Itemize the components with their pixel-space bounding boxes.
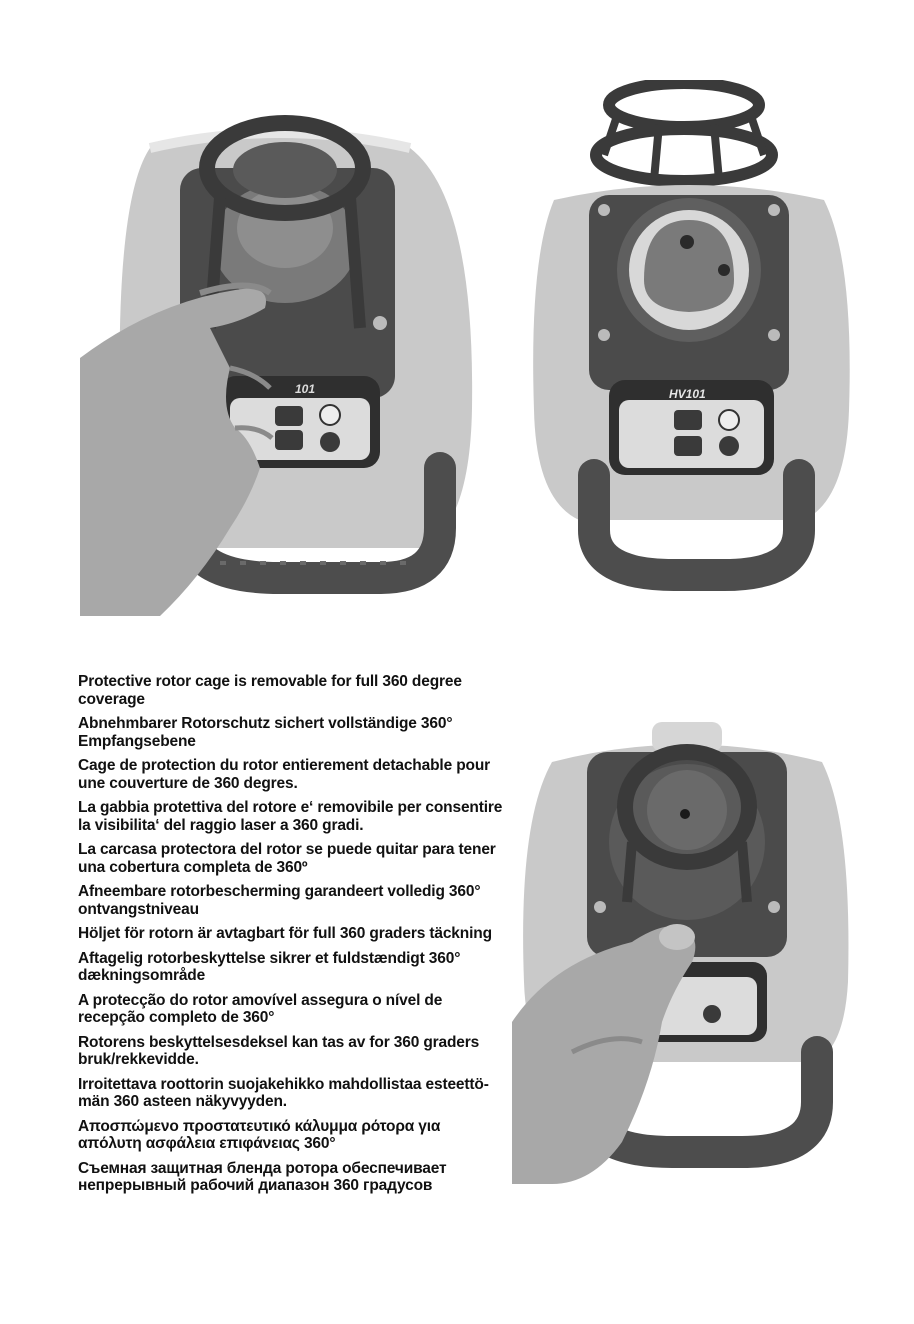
laser-level-illustration [512,722,852,1184]
photo-cage-detached [524,80,854,600]
caption-el: Αποσπώμενο προστατευτικό κάλυμμα ρότορα για απόλυτη ασφάλεια επιφάνειας 360° [78,1117,441,1152]
model-label: HV101 [669,387,706,401]
model-label: 101 [295,382,316,396]
photo-cage-attached [512,722,852,1184]
photo-hand-removing-cage [80,108,490,616]
laser-level-illustration [524,80,854,600]
caption-pt: A protecção do rotor amovível assegura o nível de recepção completo de 360° [78,991,443,1026]
laser-level-illustration [80,108,490,616]
caption-fr: Cage de protection du rotor entierement detachable pour une couverture de 360 degres. [78,757,491,792]
caption-da: Aftagelig rotorbeskyttelse sikrer et fuldstændigt 360° dækningsområde [78,949,461,984]
caption-es: La carcasa protectora del rotor se puede quitar para tener una cobertura completa de 360º [78,841,496,876]
caption-sv: Höljet för rotorn är avtagbart för full 360 graders täckning [78,925,492,942]
caption-nl: Afneembare rotorbescherming garandeert volledig 360° ontvangstniveau [78,883,481,918]
caption-list [78,673,508,1202]
caption-en: Protective rotor cage is removable for full 360 degree coverage [78,673,462,708]
caption-no: Rotorens beskyttelsesdeksel kan tas av for 360 graders bruk/rekkevidde. [78,1033,480,1068]
caption-de: Abnehmbarer Rotorschutz sichert vollständige 360° Empfangsebene [78,715,453,750]
caption-fi: Irroitettava roottorin suojakehikko mahdollistaa esteettö-män 360 asteen näkyvyyden. [78,1075,489,1110]
caption-ru: Съемная защитная бленда ротора обеспечивает непрерывный рабочий диапазон 360 градусов [78,1159,447,1194]
caption-it: La gabbia protettiva del rotore e‘ removibile per consentire la visibilita‘ del raggio laser a 360 gradi. [78,799,503,834]
